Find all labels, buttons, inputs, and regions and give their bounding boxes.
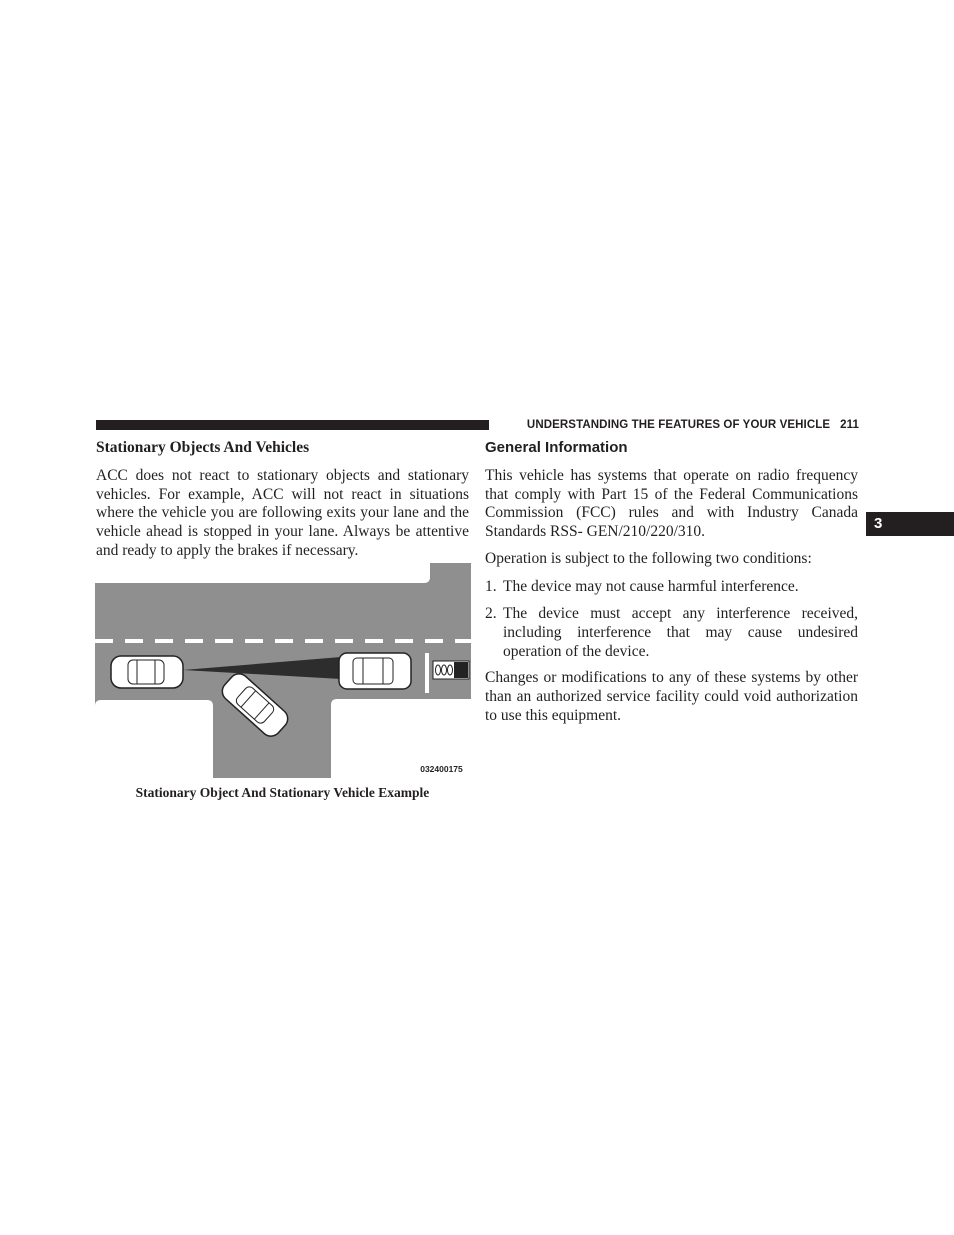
header-rule: [96, 420, 489, 430]
acc-vehicle: [111, 656, 183, 688]
figure-code: 032400175: [420, 764, 463, 774]
figure-caption: Stationary Object And Stationary Vehicle Example: [135, 785, 430, 800]
page-number: 211: [840, 419, 859, 431]
list-item: [485, 578, 858, 597]
body-paragraph: Operation is subject to the following two conditions:: [485, 549, 812, 567]
list-text: The device may not cause harmful interference.: [503, 577, 799, 595]
stop-line: [425, 653, 429, 693]
bottom-left-curb-block: [95, 700, 213, 778]
section-heading-general: General Information: [485, 439, 628, 456]
stationary-vehicle-illustration: [95, 563, 471, 778]
section-heading-stationary: Stationary Objects And Vehicles: [96, 439, 310, 456]
chapter-tab: 3: [866, 512, 954, 536]
list-item: [485, 605, 858, 661]
top-curb-block: [95, 563, 430, 583]
section-title: UNDERSTANDING THE FEATURES OF YOUR VEHICLE: [526, 419, 831, 431]
body-paragraph: ACC does not react to stationary objects and stationary vehicles. For example, ACC will not react in situations where the vehicle you are following exits your lane and the vehicle ahead is stopped in your lane. Always be attentive and ready to apply the brakes if necessary.: [96, 467, 469, 559]
traffic-light-icon: [433, 661, 469, 679]
left-column: [96, 438, 469, 561]
body-paragraph: Changes or modifications to any of these systems by other than an authorized service facility could void authorization to use this equipment.: [485, 669, 858, 724]
list-number: 2.: [485, 605, 497, 623]
stopped-vehicle: [339, 653, 411, 689]
list-text: The device must accept any interference received, including interference that may cause undesired operation of the device.: [503, 605, 858, 660]
body-paragraph: This vehicle has systems that operate on radio frequency that comply with Part 15 of the Federal Communications Commission (FCC) rules and with Industry Canada Standards RSS- GEN/210/220/310.: [485, 467, 858, 541]
right-column: [485, 438, 858, 725]
list-number: 1.: [485, 577, 497, 595]
running-header: [499, 418, 859, 432]
